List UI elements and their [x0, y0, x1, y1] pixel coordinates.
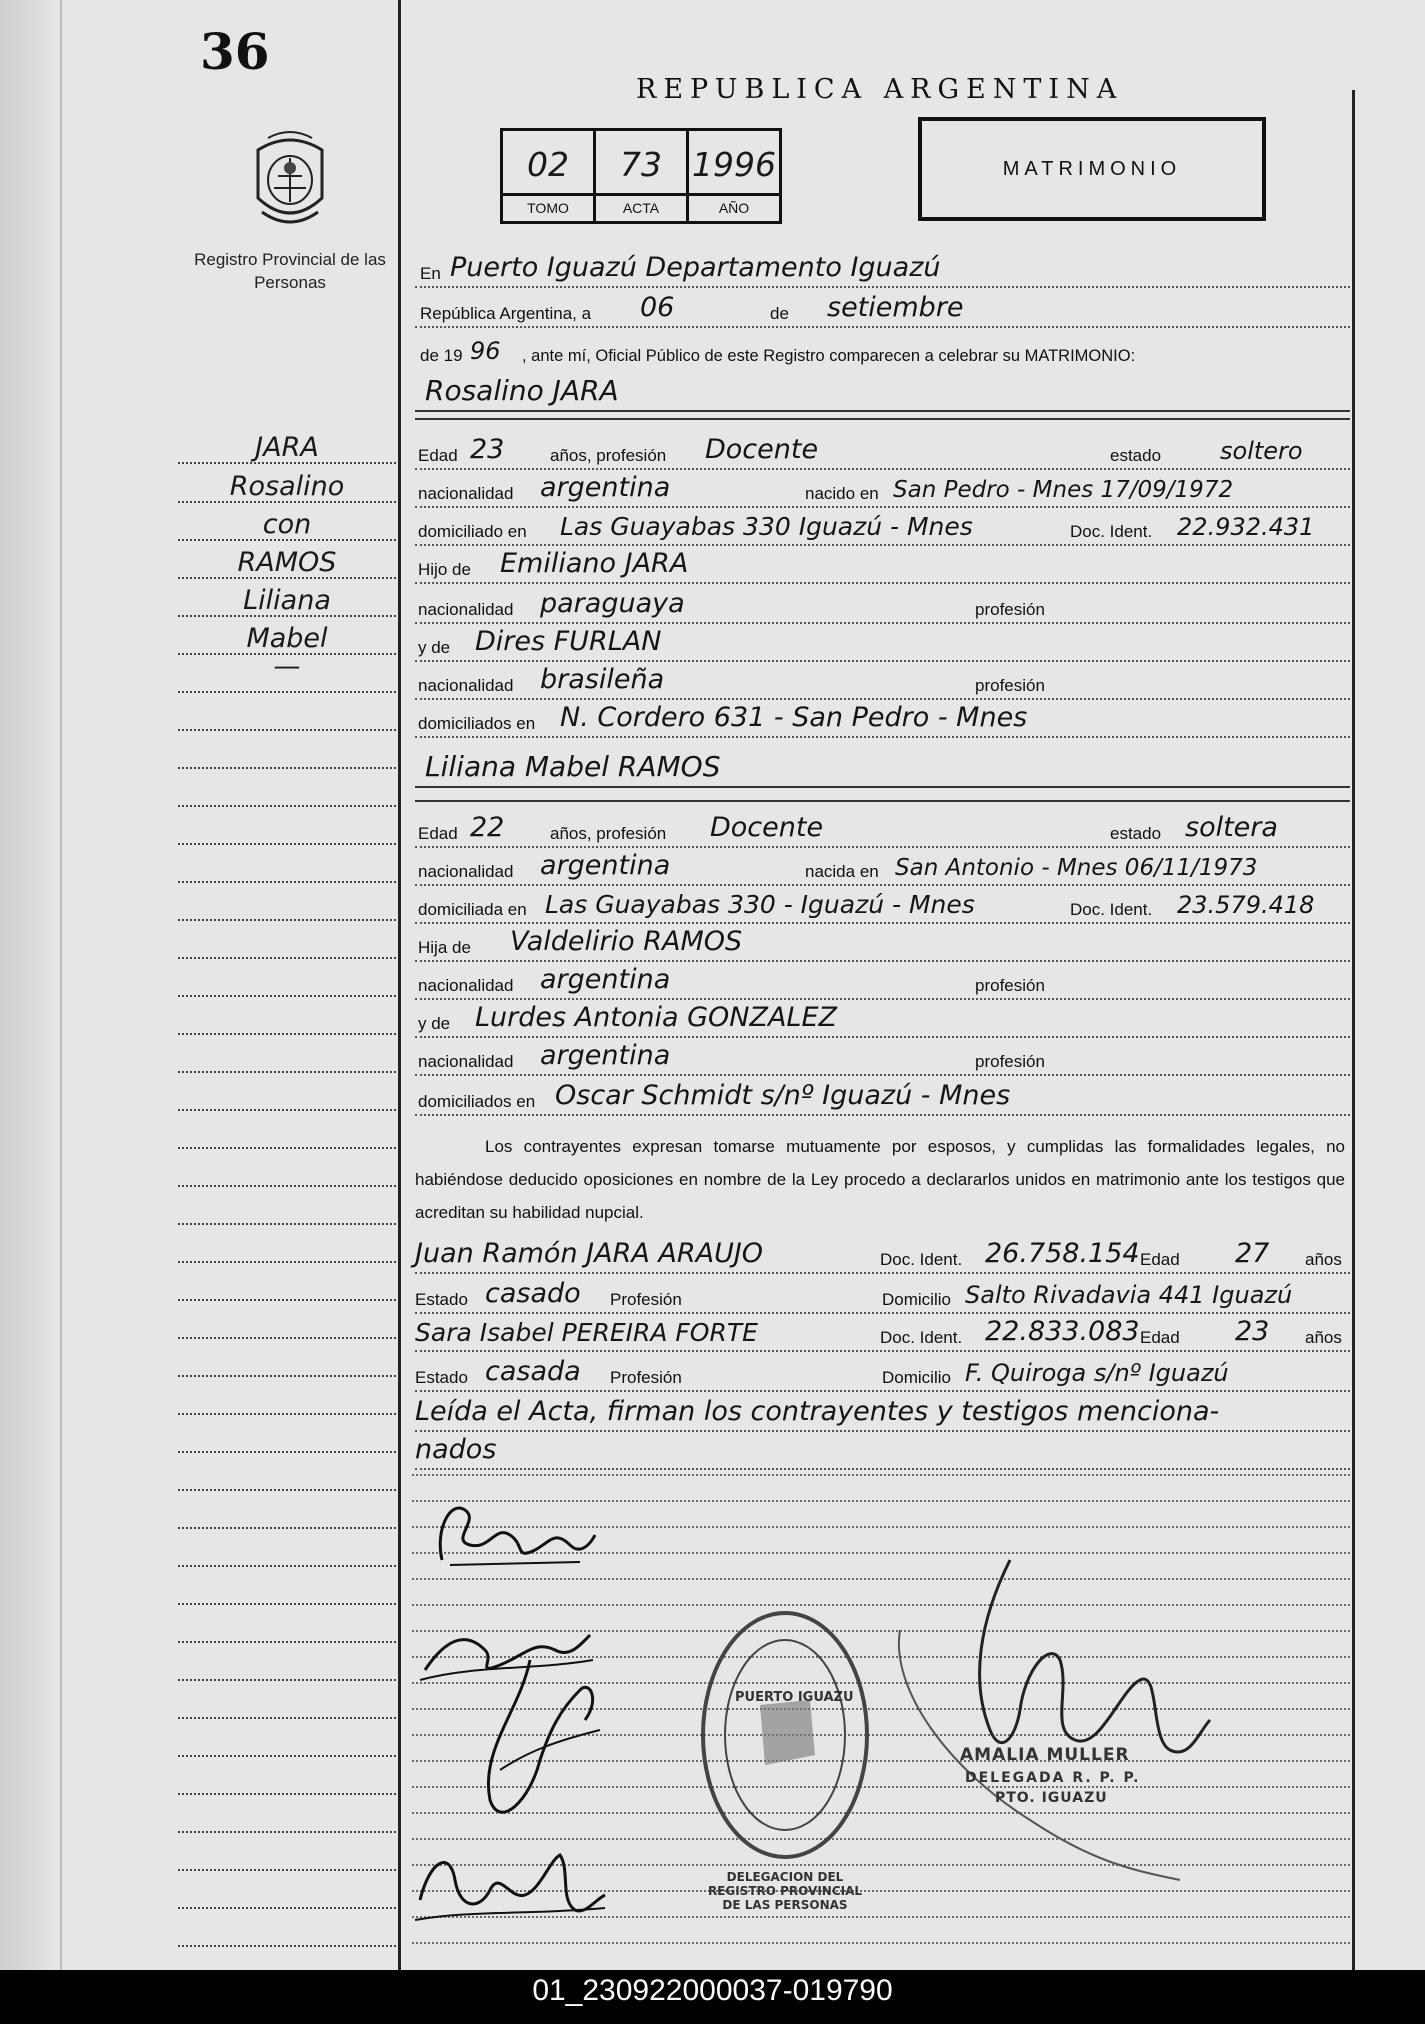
mother-label: y de	[418, 638, 451, 657]
declaration-text: Los contrayentes expresan tomarse mutuamente por esposos, y cumplidas las formalidades legales, no habiéndose deducido oposiciones en nombre de la Ley procedo a declararlos unidos en matrimonio ante los testigos que acreditan su habilidad nupcial.	[415, 1137, 1345, 1222]
witness-2-signature	[410, 1840, 610, 1940]
father-label: Hija de	[418, 938, 471, 957]
bride-father-nat-row	[415, 960, 1350, 1000]
nacionalidad-label: nacionalidad	[418, 600, 514, 619]
domiciliados-label: domiciliados en	[418, 714, 536, 733]
groom-name: Rosalino JARA	[425, 374, 619, 407]
groom-mother-nationality: brasileña	[540, 664, 665, 695]
domicilio-label: Domicilio	[882, 1290, 951, 1309]
groom-age: 23	[470, 434, 505, 465]
witness-1-age: 27	[1235, 1238, 1270, 1269]
bride-father: Valdelirio RAMOS	[510, 926, 743, 957]
profesion-label: Profesión	[610, 1368, 682, 1387]
page-number: 36	[200, 22, 270, 81]
domicilio-label: Domicilio	[882, 1368, 951, 1387]
bride-mother-nat-row	[415, 1036, 1350, 1076]
bride-name: Liliana Mabel RAMOS	[425, 750, 721, 783]
bride-estado: soltera	[1185, 812, 1278, 843]
place-row	[415, 248, 1350, 288]
groom-signature	[430, 1490, 600, 1580]
doc-label: Doc. Ident.	[1070, 522, 1153, 541]
groom-profession: Docente	[705, 434, 819, 465]
doc-label: Doc. Ident.	[880, 1328, 963, 1347]
closing-row-1	[415, 1392, 1350, 1432]
witness-2-doc: 22.833.083	[985, 1316, 1140, 1347]
groom-parents-address: N. Cordero 631 - San Pedro - Mnes	[560, 702, 1028, 733]
tomo-label: TOMO	[503, 193, 593, 221]
ano-label: AÑO	[689, 193, 779, 221]
official-signature	[890, 1540, 1220, 1900]
groom-address-row	[415, 506, 1350, 546]
margin-note-line-4: RAMOS	[237, 547, 337, 578]
profesion-label: profesión	[975, 676, 1045, 695]
groom-father: Emiliano JARA	[500, 548, 689, 579]
groom-doc: 22.932.431	[1177, 513, 1315, 541]
margin-note-line-7: —	[273, 651, 301, 682]
en-label: En	[420, 264, 441, 283]
groom-mother-row	[415, 622, 1350, 662]
tomo-value: 02	[527, 145, 569, 184]
witness-1-estado: casado	[485, 1278, 581, 1309]
republica-label: República Argentina, a	[420, 304, 592, 323]
edad-label: Edad	[418, 446, 458, 465]
registry-name: Registro Provincial de las Personas	[194, 250, 386, 292]
profesion-label: profesión	[975, 1052, 1045, 1071]
year-suffix: 96	[470, 337, 501, 365]
ano-value: 1996	[692, 145, 776, 184]
groom-nationality: argentina	[540, 472, 671, 503]
edad-label: Edad	[418, 824, 458, 843]
seal-text: DELEGACION DEL REGISTRO PROVINCIAL DE LAS PERSONAS	[707, 1870, 863, 1912]
profesion-label: profesión	[975, 976, 1045, 995]
witness-2-row	[415, 1312, 1350, 1352]
witness-2-name: Sara Isabel PEREIRA FORTE	[415, 1318, 758, 1347]
estado-label: Estado	[415, 1368, 468, 1387]
acta-value: 73	[620, 145, 662, 184]
nacionalidad-label: nacionalidad	[418, 484, 514, 503]
bride-parents-address: Oscar Schmidt s/nº Iguazú - Mnes	[555, 1080, 1011, 1111]
record-type-box: MATRIMONIO	[918, 117, 1266, 221]
date-row	[415, 288, 1350, 328]
year-statement-row	[420, 334, 1350, 368]
nacionalidad-label: nacionalidad	[418, 676, 514, 695]
doc-label: Doc. Ident.	[880, 1250, 963, 1269]
estado-label: estado	[1110, 824, 1162, 843]
domiciliados-label: domiciliados en	[418, 1092, 536, 1111]
provincial-crest-icon	[248, 128, 332, 238]
profession-label: años, profesión	[550, 824, 667, 843]
born-label: nacida en	[805, 862, 879, 881]
estado-label: estado	[1110, 446, 1162, 465]
groom-parents-address-row	[415, 698, 1350, 738]
bride-nationality: argentina	[540, 850, 671, 881]
groom-birthplace: San Pedro - Mnes 17/09/1972	[893, 477, 1234, 503]
bride-mother-nationality: argentina	[540, 1040, 671, 1071]
margin-note-line-2: Rosalino	[229, 471, 345, 502]
tomo-cell	[503, 131, 596, 221]
margin-note-line-6: Mabel	[246, 623, 328, 654]
groom-nationality-row	[415, 468, 1350, 508]
year-prefix: de 19	[420, 346, 463, 365]
domicilio-label: domiciliado en	[418, 522, 527, 541]
nacionalidad-label: nacionalidad	[418, 862, 514, 881]
witness-1-name: Juan Ramón JARA ARAUJO	[415, 1238, 764, 1269]
groom-estado: soltero	[1220, 437, 1303, 465]
groom-mother-nat-row	[415, 660, 1350, 700]
bride-birthplace: San Antonio - Mnes 06/11/1973	[895, 855, 1258, 881]
bride-age: 22	[470, 812, 505, 843]
bride-profession: Docente	[710, 812, 824, 843]
ano-cell	[689, 131, 779, 221]
witness-1-doc: 26.758.154	[985, 1238, 1140, 1269]
nacionalidad-label: nacionalidad	[418, 976, 514, 995]
groom-address: Las Guayabas 330 Iguazú - Mnes	[560, 512, 973, 541]
nacionalidad-label: nacionalidad	[418, 1052, 514, 1071]
bride-doc: 23.579.418	[1177, 891, 1315, 919]
official-title: DELEGADA R. P. P.	[965, 1770, 1141, 1786]
groom-age-row	[415, 430, 1350, 470]
day-value: 06	[640, 292, 675, 323]
scan-id: 01_230922000037-019790	[532, 1974, 893, 2007]
right-border	[1352, 90, 1355, 1970]
official-office: PTO. IGUAZU	[995, 1790, 1108, 1806]
bride-mother-row	[415, 998, 1350, 1038]
seal-place: PUERTO IGUAZU	[735, 1690, 854, 1705]
groom-father-nat-row	[415, 584, 1350, 624]
born-label: nacido en	[805, 484, 879, 503]
bride-mother: Lurdes Antonia GONZALEZ	[475, 1002, 838, 1033]
profesion-label: Profesión	[610, 1290, 682, 1309]
estado-label: Estado	[415, 1290, 468, 1309]
bride-nationality-row	[415, 846, 1350, 886]
witness-1-status-row	[415, 1274, 1350, 1314]
bride-name-row	[415, 748, 1350, 788]
margin-note-line-5: Liliana	[243, 585, 331, 616]
groom-father-row	[415, 544, 1350, 584]
closing-line-2: nados	[415, 1434, 497, 1465]
de-label: de	[770, 304, 789, 323]
margin-rule	[398, 0, 401, 1970]
book-reference-box	[500, 128, 782, 224]
domicilio-label: domiciliada en	[418, 900, 527, 919]
anos-label: años	[1305, 1328, 1342, 1347]
acta-label: ACTA	[596, 193, 686, 221]
country-heading: REPUBLICA ARGENTINA	[636, 74, 1124, 105]
bride-age-row	[415, 808, 1350, 848]
closing-line-1: Leída el Acta, firman los contrayentes y testigos menciona-	[415, 1396, 1220, 1427]
groom-mother: Dires FURLAN	[475, 626, 662, 657]
witness-2-estado: casada	[485, 1356, 581, 1387]
edad-label: Edad	[1140, 1328, 1180, 1347]
witness-1-signature	[460, 1650, 610, 1840]
bride-address-row	[415, 884, 1350, 924]
groom-father-nationality: paraguaya	[540, 588, 685, 619]
father-label: Hijo de	[418, 560, 471, 579]
appearance-statement: , ante mí, Oficial Público de este Registro comparecen a celebrar su MATRIMONIO:	[522, 347, 1136, 365]
profession-label: años, profesión	[550, 446, 667, 465]
bride-father-row	[415, 922, 1350, 962]
bride-address: Las Guayabas 330 - Iguazú - Mnes	[545, 890, 975, 919]
mother-label: y de	[418, 1014, 451, 1033]
profesion-label: profesión	[975, 600, 1045, 619]
acta-cell	[596, 131, 689, 221]
closing-row-2	[415, 1430, 1350, 1470]
witness-1-address: Salto Rivadavia 441 Iguazú	[965, 1281, 1293, 1309]
margin-note-line-3: con	[262, 509, 312, 540]
witness-2-status-row	[415, 1352, 1350, 1392]
witness-2-age: 23	[1235, 1316, 1270, 1347]
margin-note-line-1: JARA	[255, 432, 319, 463]
official-name: AMALIA MULLER	[960, 1745, 1130, 1765]
page-binding-edge	[0, 0, 62, 1970]
month-value: setiembre	[827, 292, 964, 323]
place-value: Puerto Iguazú Departamento Iguazú	[450, 252, 941, 283]
anos-label: años	[1305, 1250, 1342, 1269]
edad-label: Edad	[1140, 1250, 1180, 1269]
bride-father-nationality: argentina	[540, 964, 671, 995]
witness-1-row	[415, 1234, 1350, 1274]
registry-seal-stamp	[695, 1605, 875, 1865]
doc-label: Doc. Ident.	[1070, 900, 1153, 919]
witness-2-address: F. Quiroga s/nº Iguazú	[965, 1359, 1229, 1387]
bride-parents-address-row	[415, 1076, 1350, 1116]
groom-name-row	[415, 372, 1350, 412]
